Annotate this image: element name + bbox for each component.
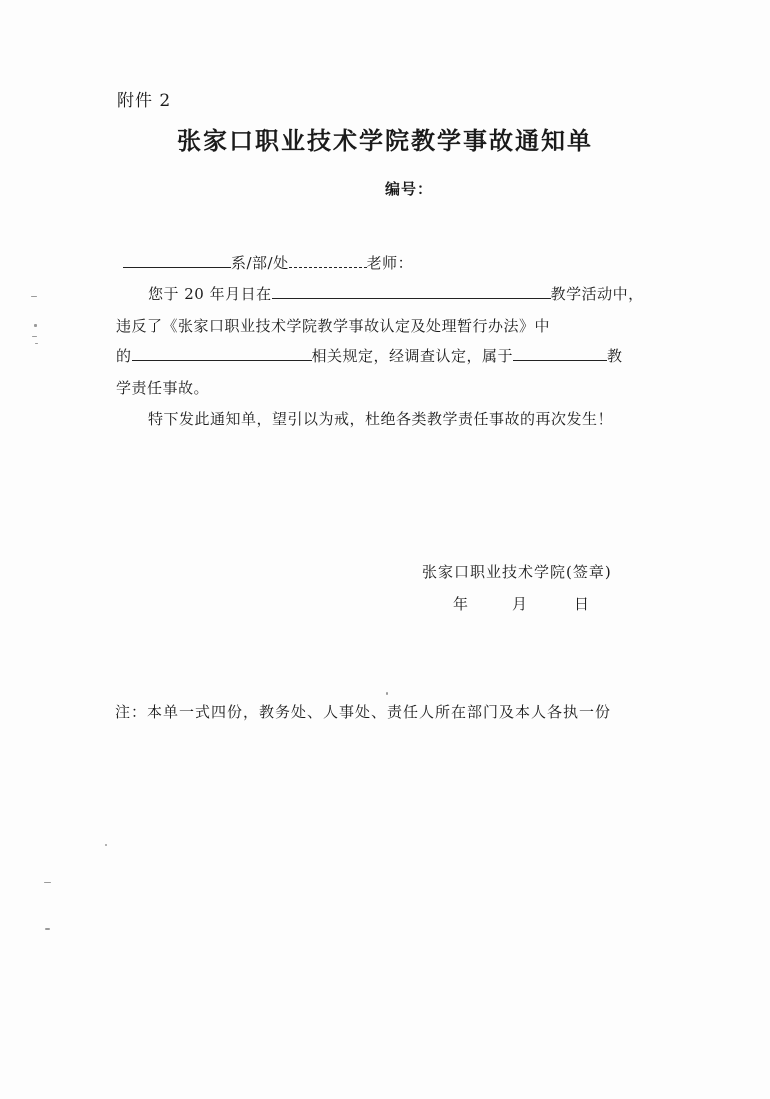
date-day: 日 [574,595,590,613]
body-line-5: 特下发此通知单，望引以为戒，杜绝各类教学责任事故的再次发生！ [148,410,614,428]
body-line-3-suffix: 教 [607,347,623,365]
serial-number-label: 编号： [385,180,434,198]
body-line-4: 学责任事故。 [116,379,210,397]
attachment-label: 附件 2 [117,91,172,111]
scan-mark [32,336,37,337]
body-line-3-middle: 相关规定，经调查认定，属于 [311,347,514,365]
addressee-line [123,252,413,273]
date-year: 年 [453,595,469,613]
body-line-3-prefix: 的 [116,347,132,365]
incident-level-blank [513,345,607,361]
document-title: 张家口职业技术学院教学事故通知单 [177,126,593,155]
department-blank [123,252,231,268]
body-line-1-prefix: 您于 20 年月日在 [148,285,272,303]
teacher-label: 老师： [366,254,414,272]
scan-mark [34,324,37,327]
body-line-2: 违反了《张家口职业技术学院教学事故认定及处理暂行办法》中 [116,317,551,335]
scan-mark [386,692,388,695]
dept-label: 系/部/处 [231,254,289,272]
scan-mark [44,882,51,883]
scan-mark [35,343,38,344]
activity-blank [272,283,551,299]
body-line-1 [148,283,644,304]
scan-mark [45,928,50,930]
body-line-3 [116,345,623,366]
scan-mark [105,844,107,846]
body-line-1-suffix: 教学活动中， [550,285,644,303]
signature-org: 张家口职业技术学院(签章) [422,563,612,581]
teacher-name-blank [289,252,367,268]
footnote: 注：本单一式四份，教务处、人事处、责任人所在部门及本人各执一份 [115,703,612,721]
scan-mark [31,296,37,297]
regulation-blank [132,345,312,361]
date-month: 月 [512,595,528,613]
